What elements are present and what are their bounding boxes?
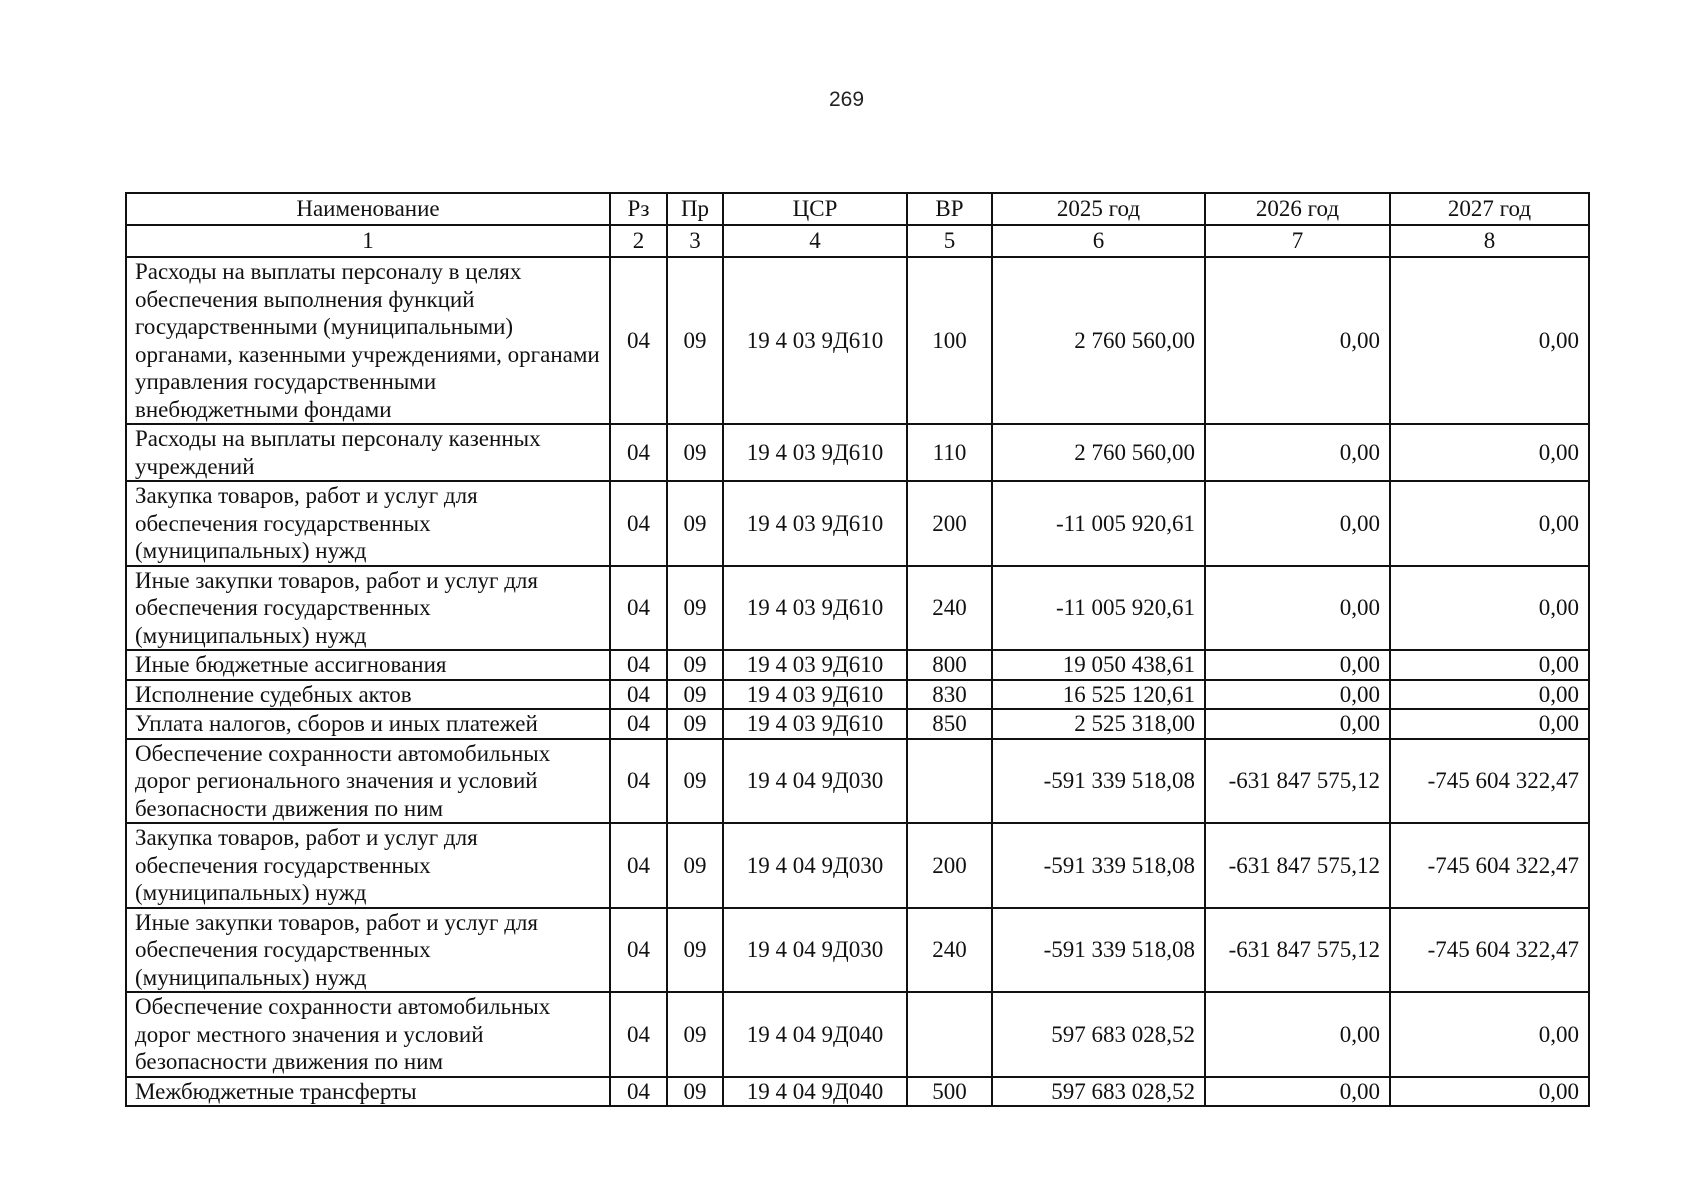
column-number: 5 xyxy=(907,225,992,257)
column-number: 7 xyxy=(1205,225,1390,257)
row-amount-2026: 0,00 xyxy=(1205,481,1390,566)
table-row xyxy=(126,566,1589,651)
row-amount-2027: 0,00 xyxy=(1390,680,1589,710)
row-rz: 04 xyxy=(610,566,667,651)
row-rz: 04 xyxy=(610,424,667,481)
row-csr: 19 4 04 9Д030 xyxy=(723,823,907,908)
row-amount-2026: 0,00 xyxy=(1205,566,1390,651)
row-amount-2025: 597 683 028,52 xyxy=(992,992,1205,1077)
column-number: 1 xyxy=(126,225,610,257)
row-amount-2025: -11 005 920,61 xyxy=(992,481,1205,566)
row-pr: 09 xyxy=(667,709,723,739)
row-name: Обеспечение сохранности автомобильных дорог местного значения и условий безопасности движения по ним xyxy=(126,992,610,1077)
row-rz: 04 xyxy=(610,650,667,680)
row-csr: 19 4 03 9Д610 xyxy=(723,481,907,566)
row-vr: 850 xyxy=(907,709,992,739)
column-number: 4 xyxy=(723,225,907,257)
header-pr: Пр xyxy=(667,193,723,225)
row-csr: 19 4 03 9Д610 xyxy=(723,424,907,481)
column-number: 8 xyxy=(1390,225,1589,257)
row-vr: 100 xyxy=(907,257,992,424)
column-number: 6 xyxy=(992,225,1205,257)
table-row xyxy=(126,992,1589,1077)
column-number: 2 xyxy=(610,225,667,257)
row-pr: 09 xyxy=(667,992,723,1077)
row-amount-2025: -591 339 518,08 xyxy=(992,823,1205,908)
row-pr: 09 xyxy=(667,566,723,651)
table-row xyxy=(126,908,1589,993)
row-csr: 19 4 04 9Д030 xyxy=(723,908,907,993)
budget-table xyxy=(125,192,1590,1107)
row-rz: 04 xyxy=(610,823,667,908)
row-name: Иные бюджетные ассигнования xyxy=(126,650,610,680)
table-row xyxy=(126,1077,1589,1107)
row-csr: 19 4 04 9Д040 xyxy=(723,1077,907,1107)
row-rz: 04 xyxy=(610,1077,667,1107)
row-amount-2027: -745 604 322,47 xyxy=(1390,908,1589,993)
row-amount-2027: 0,00 xyxy=(1390,566,1589,651)
table-row xyxy=(126,481,1589,566)
row-rz: 04 xyxy=(610,481,667,566)
row-rz: 04 xyxy=(610,908,667,993)
row-name: Иные закупки товаров, работ и услуг для обеспечения государственных (муниципальных) нужд xyxy=(126,566,610,651)
row-amount-2025: 2 760 560,00 xyxy=(992,257,1205,424)
row-vr xyxy=(907,992,992,1077)
table-row xyxy=(126,709,1589,739)
row-amount-2026: 0,00 xyxy=(1205,1077,1390,1107)
row-vr: 500 xyxy=(907,1077,992,1107)
row-name: Закупка товаров, работ и услуг для обеспечения государственных (муниципальных) нужд xyxy=(126,823,610,908)
row-vr xyxy=(907,739,992,824)
row-name: Межбюджетные трансферты xyxy=(126,1077,610,1107)
row-vr: 240 xyxy=(907,908,992,993)
header-row xyxy=(126,193,1589,225)
row-amount-2026: -631 847 575,12 xyxy=(1205,908,1390,993)
table-row xyxy=(126,739,1589,824)
row-csr: 19 4 03 9Д610 xyxy=(723,680,907,710)
row-amount-2027: 0,00 xyxy=(1390,1077,1589,1107)
page-number: 269 xyxy=(828,88,865,111)
row-name: Уплата налогов, сборов и иных платежей xyxy=(126,709,610,739)
row-amount-2026: -631 847 575,12 xyxy=(1205,739,1390,824)
header-vr: ВР xyxy=(907,193,992,225)
row-vr: 800 xyxy=(907,650,992,680)
row-name: Расходы на выплаты персоналу казенных учреждений xyxy=(126,424,610,481)
row-amount-2026: 0,00 xyxy=(1205,680,1390,710)
row-amount-2026: 0,00 xyxy=(1205,650,1390,680)
row-amount-2025: -11 005 920,61 xyxy=(992,566,1205,651)
table-row xyxy=(126,650,1589,680)
row-vr: 200 xyxy=(907,823,992,908)
row-amount-2026: 0,00 xyxy=(1205,709,1390,739)
header-2026: 2026 год xyxy=(1205,193,1390,225)
row-pr: 09 xyxy=(667,650,723,680)
row-amount-2027: -745 604 322,47 xyxy=(1390,823,1589,908)
column-number: 3 xyxy=(667,225,723,257)
row-amount-2026: 0,00 xyxy=(1205,424,1390,481)
row-amount-2027: 0,00 xyxy=(1390,257,1589,424)
row-amount-2026: 0,00 xyxy=(1205,257,1390,424)
row-csr: 19 4 03 9Д610 xyxy=(723,650,907,680)
row-amount-2025: 2 525 318,00 xyxy=(992,709,1205,739)
row-rz: 04 xyxy=(610,709,667,739)
row-amount-2027: 0,00 xyxy=(1390,650,1589,680)
row-amount-2025: 597 683 028,52 xyxy=(992,1077,1205,1107)
header-2025: 2025 год xyxy=(992,193,1205,225)
row-amount-2026: 0,00 xyxy=(1205,992,1390,1077)
table-body xyxy=(126,257,1589,1106)
table-row xyxy=(126,680,1589,710)
table-header xyxy=(126,193,1589,257)
row-vr: 200 xyxy=(907,481,992,566)
row-rz: 04 xyxy=(610,992,667,1077)
header-csr: ЦСР xyxy=(723,193,907,225)
row-pr: 09 xyxy=(667,257,723,424)
header-name: Наименование xyxy=(126,193,610,225)
row-vr: 830 xyxy=(907,680,992,710)
row-csr: 19 4 04 9Д030 xyxy=(723,739,907,824)
header-rz: Рз xyxy=(610,193,667,225)
table-row xyxy=(126,424,1589,481)
row-amount-2027: 0,00 xyxy=(1390,992,1589,1077)
row-pr: 09 xyxy=(667,1077,723,1107)
row-rz: 04 xyxy=(610,680,667,710)
row-rz: 04 xyxy=(610,257,667,424)
row-pr: 09 xyxy=(667,739,723,824)
row-amount-2026: -631 847 575,12 xyxy=(1205,823,1390,908)
row-name: Обеспечение сохранности автомобильных дорог регионального значения и условий безопасности движения по ним xyxy=(126,739,610,824)
row-name: Иные закупки товаров, работ и услуг для обеспечения государственных (муниципальных) нужд xyxy=(126,908,610,993)
row-amount-2025: 2 760 560,00 xyxy=(992,424,1205,481)
row-amount-2025: -591 339 518,08 xyxy=(992,739,1205,824)
row-amount-2025: -591 339 518,08 xyxy=(992,908,1205,993)
row-name: Закупка товаров, работ и услуг для обеспечения государственных (муниципальных) нужд xyxy=(126,481,610,566)
row-csr: 19 4 04 9Д040 xyxy=(723,992,907,1077)
row-amount-2025: 16 525 120,61 xyxy=(992,680,1205,710)
table-row xyxy=(126,257,1589,424)
row-name: Расходы на выплаты персоналу в целях обеспечения выполнения функций государственными (муниципальными) органами, казенными учреждениями, органами управления государственными внебюджетными фондами xyxy=(126,257,610,424)
row-amount-2027: 0,00 xyxy=(1390,424,1589,481)
row-vr: 110 xyxy=(907,424,992,481)
row-amount-2025: 19 050 438,61 xyxy=(992,650,1205,680)
table-row xyxy=(126,823,1589,908)
row-name: Исполнение судебных актов xyxy=(126,680,610,710)
row-pr: 09 xyxy=(667,481,723,566)
row-rz: 04 xyxy=(610,739,667,824)
row-csr: 19 4 03 9Д610 xyxy=(723,709,907,739)
row-csr: 19 4 03 9Д610 xyxy=(723,257,907,424)
row-csr: 19 4 03 9Д610 xyxy=(723,566,907,651)
row-pr: 09 xyxy=(667,680,723,710)
row-amount-2027: 0,00 xyxy=(1390,709,1589,739)
column-number-row xyxy=(126,225,1589,257)
row-pr: 09 xyxy=(667,908,723,993)
row-amount-2027: 0,00 xyxy=(1390,481,1589,566)
row-pr: 09 xyxy=(667,424,723,481)
row-vr: 240 xyxy=(907,566,992,651)
row-amount-2027: -745 604 322,47 xyxy=(1390,739,1589,824)
header-2027: 2027 год xyxy=(1390,193,1589,225)
row-pr: 09 xyxy=(667,823,723,908)
